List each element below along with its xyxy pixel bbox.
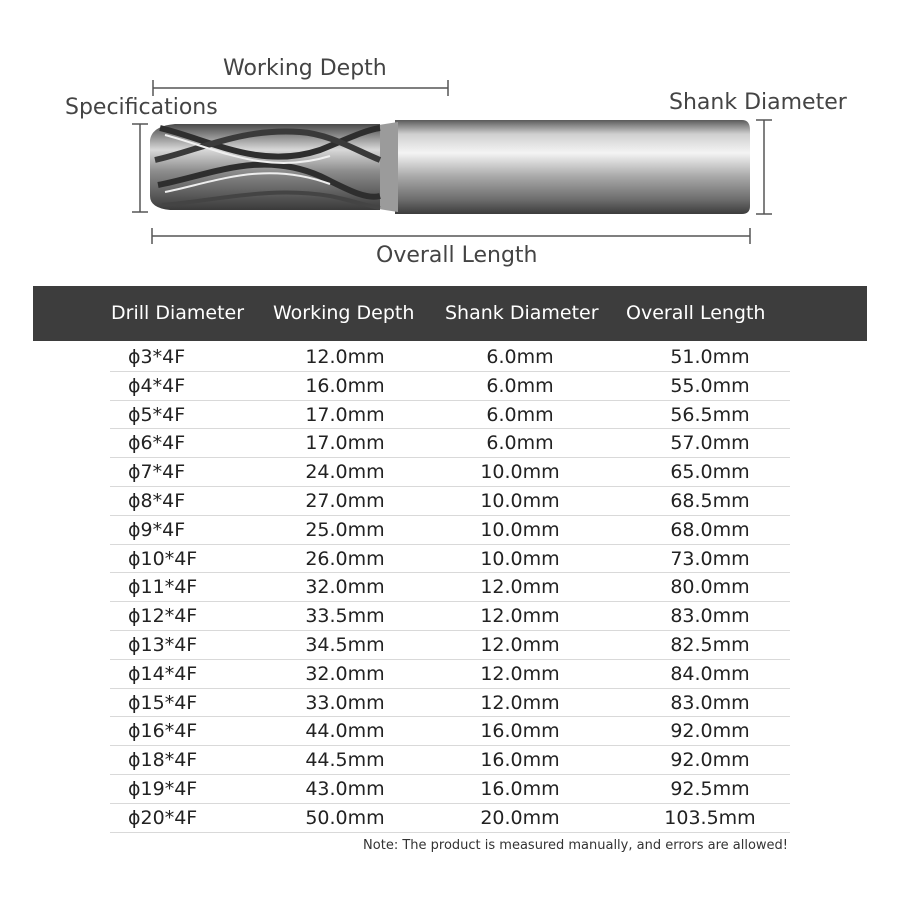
cell-working-depth: 17.0mm [305, 403, 385, 426]
cell-overall-length: 80.0mm [670, 576, 750, 599]
cell-shank-diameter: 16.0mm [480, 720, 560, 743]
overall-length-label: Overall Length [376, 243, 538, 268]
table-row [110, 372, 790, 401]
table-row [110, 717, 790, 746]
header-drill-diameter: Drill Diameter [111, 302, 245, 324]
cell-drill-diameter: ϕ7*4F [128, 461, 186, 484]
cell-working-depth: 33.0mm [305, 691, 385, 714]
cell-working-depth: 33.5mm [305, 605, 385, 628]
cell-working-depth: 34.5mm [305, 633, 385, 656]
cell-shank-diameter: 12.0mm [480, 662, 560, 685]
cell-shank-diameter: 10.0mm [480, 489, 560, 512]
cell-drill-diameter: ϕ16*4F [128, 720, 198, 743]
table-row [110, 602, 790, 631]
cell-drill-diameter: ϕ9*4F [128, 518, 186, 541]
working-depth-dimension [153, 80, 448, 96]
cell-working-depth: 32.0mm [305, 576, 385, 599]
spec-table-body [110, 343, 790, 833]
cell-working-depth: 44.0mm [305, 720, 385, 743]
cell-shank-diameter: 12.0mm [480, 605, 560, 628]
shank-diameter-dimension [756, 120, 772, 214]
cell-overall-length: 55.0mm [670, 374, 750, 397]
table-row [110, 573, 790, 602]
cell-overall-length: 68.0mm [670, 518, 750, 541]
cell-drill-diameter: ϕ10*4F [128, 547, 198, 570]
cell-drill-diameter: ϕ8*4F [128, 489, 186, 512]
cell-shank-diameter: 6.0mm [486, 374, 554, 397]
table-row [110, 746, 790, 775]
shank-diameter-label: Shank Diameter [669, 90, 847, 115]
working-depth-label: Working Depth [223, 56, 387, 81]
table-row [110, 458, 790, 487]
cell-working-depth: 26.0mm [305, 547, 385, 570]
cell-working-depth: 16.0mm [305, 374, 385, 397]
header-working-depth: Working Depth [273, 302, 415, 324]
table-row [110, 487, 790, 516]
cell-working-depth: 24.0mm [305, 461, 385, 484]
cell-shank-diameter: 12.0mm [480, 633, 560, 656]
cell-working-depth: 17.0mm [305, 432, 385, 455]
table-row [110, 631, 790, 660]
cell-shank-diameter: 6.0mm [486, 432, 554, 455]
cell-shank-diameter: 16.0mm [480, 777, 560, 800]
cell-drill-diameter: ϕ5*4F [128, 403, 186, 426]
cell-overall-length: 92.0mm [670, 720, 750, 743]
cell-drill-diameter: ϕ18*4F [128, 749, 198, 772]
cell-overall-length: 57.0mm [670, 432, 750, 455]
specifications-dimension [132, 124, 148, 212]
cell-shank-diameter: 6.0mm [486, 346, 554, 368]
cell-shank-diameter: 6.0mm [486, 403, 554, 426]
cell-drill-diameter: ϕ11*4F [128, 576, 198, 599]
cell-overall-length: 56.5mm [670, 403, 750, 426]
cell-drill-diameter: ϕ14*4F [128, 662, 198, 685]
table-row [110, 545, 790, 574]
cell-overall-length: 51.0mm [670, 346, 750, 368]
cell-overall-length: 92.5mm [670, 777, 750, 800]
cell-drill-diameter: ϕ4*4F [128, 374, 186, 397]
cell-working-depth: 12.0mm [305, 346, 385, 368]
cell-working-depth: 25.0mm [305, 518, 385, 541]
cell-overall-length: 65.0mm [670, 461, 750, 484]
cell-working-depth: 50.0mm [305, 806, 385, 829]
table-header [33, 286, 867, 341]
end-mill-image [150, 120, 750, 214]
cell-drill-diameter: ϕ3*4F [128, 346, 186, 368]
cell-overall-length: 83.0mm [670, 605, 750, 628]
table-row [110, 401, 790, 430]
table-row [110, 689, 790, 718]
cell-drill-diameter: ϕ15*4F [128, 691, 198, 714]
cell-working-depth: 44.5mm [305, 749, 385, 772]
cell-working-depth: 27.0mm [305, 489, 385, 512]
cell-overall-length: 92.0mm [670, 749, 750, 772]
table-row [110, 429, 790, 458]
cell-overall-length: 68.5mm [670, 489, 750, 512]
cell-drill-diameter: ϕ20*4F [128, 806, 198, 829]
cell-shank-diameter: 16.0mm [480, 749, 560, 772]
header-shank-diameter: Shank Diameter [445, 302, 599, 324]
cell-overall-length: 83.0mm [670, 691, 750, 714]
measurement-note: Note: The product is measured manually, and errors are allowed! [363, 838, 788, 853]
cell-shank-diameter: 10.0mm [480, 547, 560, 570]
table-row [110, 804, 790, 833]
cell-shank-diameter: 10.0mm [480, 461, 560, 484]
cell-working-depth: 43.0mm [305, 777, 385, 800]
table-row [110, 516, 790, 545]
cell-overall-length: 73.0mm [670, 547, 750, 570]
table-row [110, 775, 790, 804]
cell-drill-diameter: ϕ6*4F [128, 432, 186, 455]
table-row [110, 660, 790, 689]
cell-overall-length: 103.5mm [664, 806, 756, 829]
end-mill-diagram [0, 0, 900, 280]
table-row [110, 343, 790, 372]
cell-drill-diameter: ϕ19*4F [128, 777, 198, 800]
cell-shank-diameter: 12.0mm [480, 691, 560, 714]
cell-shank-diameter: 20.0mm [480, 806, 560, 829]
cell-drill-diameter: ϕ13*4F [128, 633, 198, 656]
cell-overall-length: 84.0mm [670, 662, 750, 685]
cell-shank-diameter: 12.0mm [480, 576, 560, 599]
header-overall-length: Overall Length [626, 302, 766, 324]
specifications-label: Specifications [65, 95, 218, 120]
cell-working-depth: 32.0mm [305, 662, 385, 685]
cell-drill-diameter: ϕ12*4F [128, 605, 198, 628]
cell-overall-length: 82.5mm [670, 633, 750, 656]
overall-length-dimension [152, 228, 750, 244]
cell-shank-diameter: 10.0mm [480, 518, 560, 541]
